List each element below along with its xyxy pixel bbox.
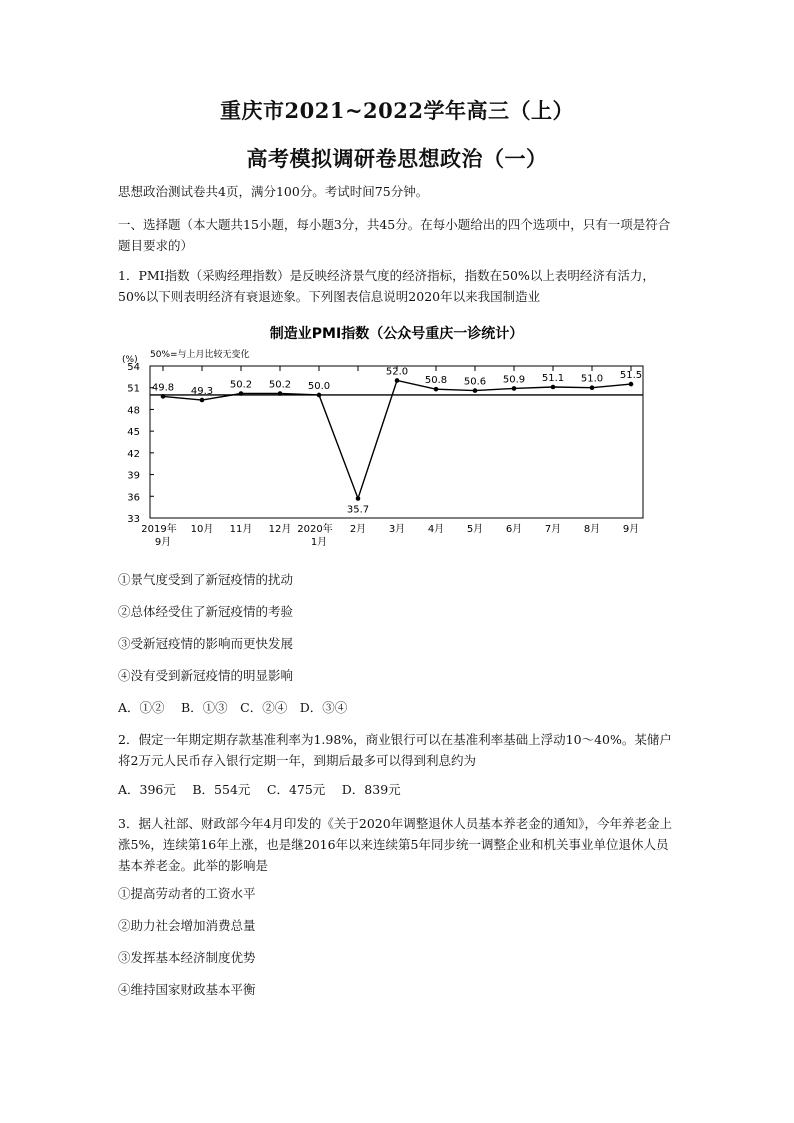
y-tick-label: 54 [127, 362, 140, 373]
x-tick-label: 7月 [544, 524, 562, 535]
q1-choices: A．①② B．①③ C．②④ D．③④ [118, 700, 348, 715]
x-tick-label: 2019年 [141, 524, 177, 535]
y-tick-label: 42 [127, 448, 140, 460]
data-label: 50.2 [268, 379, 292, 391]
q3-item-4: ④维持国家财政基本平衡 [118, 982, 256, 997]
x-tick-label: 4月 [427, 524, 445, 535]
chart-annotation: 50%=与上月比较无变化 [150, 350, 250, 360]
x-tick-label: 6月 [505, 524, 523, 535]
data-point [512, 386, 517, 391]
data-label: 49.3 [190, 386, 214, 398]
q3-item-1: ①提高劳动者的工资水平 [118, 886, 256, 901]
x-tick-label: 12月 [268, 524, 292, 535]
y-tick-label: 48 [127, 405, 140, 417]
x-tick-label: 11月 [229, 524, 253, 535]
data-point [200, 398, 205, 403]
x-tick-label: 2020年 [297, 524, 333, 535]
data-point [629, 382, 634, 387]
exam-intro: 思想政治测试卷共4页，满分100分。考试时间75分钟。 [118, 184, 429, 199]
y-axis-unit: (%) [122, 355, 138, 365]
x-tick-label: 3月 [388, 524, 406, 535]
data-label: 50.0 [307, 380, 331, 392]
section-heading: 一、选择题（本大题共15小题，每小题3分，共45分。在每小题给出的四个选项中，只有一项是符合题目要求的） [118, 217, 671, 253]
data-label: 50.8 [424, 375, 448, 387]
q3-item-2: ②助力社会增加消费总量 [118, 918, 256, 933]
data-label: 51.5 [619, 370, 643, 382]
page-subtitle: 高考模拟调研卷思想政治（一） [246, 146, 548, 171]
question-3-stem: 3．据人社部、财政部今年4月印发的《关于2020年调整退休人员基本养老金的通知》，今年养老金上涨5%，连续第16年上涨，也是继2016年以来连续第5年同步统一调整企业和机关事业单位退休人员基本养老金。此举的影响是 [118, 816, 672, 873]
data-point [590, 385, 595, 390]
question-2-stem: 2．假定一年期定期存款基准利率为1.98%，商业银行可以在基准利率基础上浮动10～40%。某储户将2万元人民币存入银行定期一年，到期后最多可以得到利息约为 [118, 732, 672, 768]
data-label: 50.2 [229, 379, 253, 391]
q1-item-4: ④没有受到新冠疫情的明显影响 [118, 668, 294, 683]
q1-item-2: ②总体经受住了新冠疫情的考验 [118, 604, 294, 619]
q1-item-3: ③受新冠疫情的影响而更快发展 [118, 636, 294, 651]
data-point [434, 387, 439, 392]
data-point [239, 391, 244, 396]
question-1-stem: 1．PMI指数（采购经理指数）是反映经济景气度的经济指标，指数在50%以上表明经济有活力，50%以下则表明经济有衰退迹象。下列图表信息说明2020年以来我国制造业 [118, 268, 655, 304]
plot-frame [150, 366, 643, 518]
page-title: 重庆市2021~2022学年高三（上） [220, 98, 574, 123]
data-point [551, 385, 556, 390]
data-label: 50.6 [463, 376, 487, 388]
q2-choices: A．396元 B．554元 C．475元 D．839元 [118, 782, 401, 797]
x-tick-label: 9月 [154, 537, 172, 548]
data-label: 51.0 [580, 373, 604, 385]
data-point [278, 391, 283, 396]
pmi-chart [110, 318, 670, 556]
data-label: 35.7 [346, 504, 370, 516]
x-tick-label: 2月 [349, 524, 367, 535]
q1-item-1: ①景气度受到了新冠疫情的扰动 [118, 572, 294, 587]
y-tick-label: 36 [127, 492, 140, 504]
data-point [161, 394, 166, 399]
y-tick-label: 51 [127, 383, 140, 395]
y-tick-label: 33 [127, 514, 140, 525]
data-point [395, 378, 400, 383]
x-tick-label: 10月 [190, 524, 214, 535]
data-point [317, 393, 322, 398]
data-label: 51.1 [541, 372, 565, 384]
x-tick-label: 8月 [583, 524, 601, 535]
y-tick-label: 39 [127, 470, 140, 482]
data-label: 50.9 [502, 374, 526, 386]
q3-item-3: ③发挥基本经济制度优势 [118, 950, 256, 965]
data-point [356, 496, 361, 501]
x-tick-label: 5月 [466, 524, 484, 535]
data-label: 49.8 [151, 382, 175, 394]
y-tick-label: 45 [127, 427, 140, 439]
data-label: 52.0 [385, 366, 409, 378]
series-line-pmi [163, 380, 631, 498]
x-tick-label: 1月 [310, 537, 328, 548]
chart-title: 制造业PMI指数（公众号重庆一诊统计） [269, 326, 524, 342]
x-tick-label: 9月 [622, 524, 640, 535]
data-point [473, 388, 478, 393]
